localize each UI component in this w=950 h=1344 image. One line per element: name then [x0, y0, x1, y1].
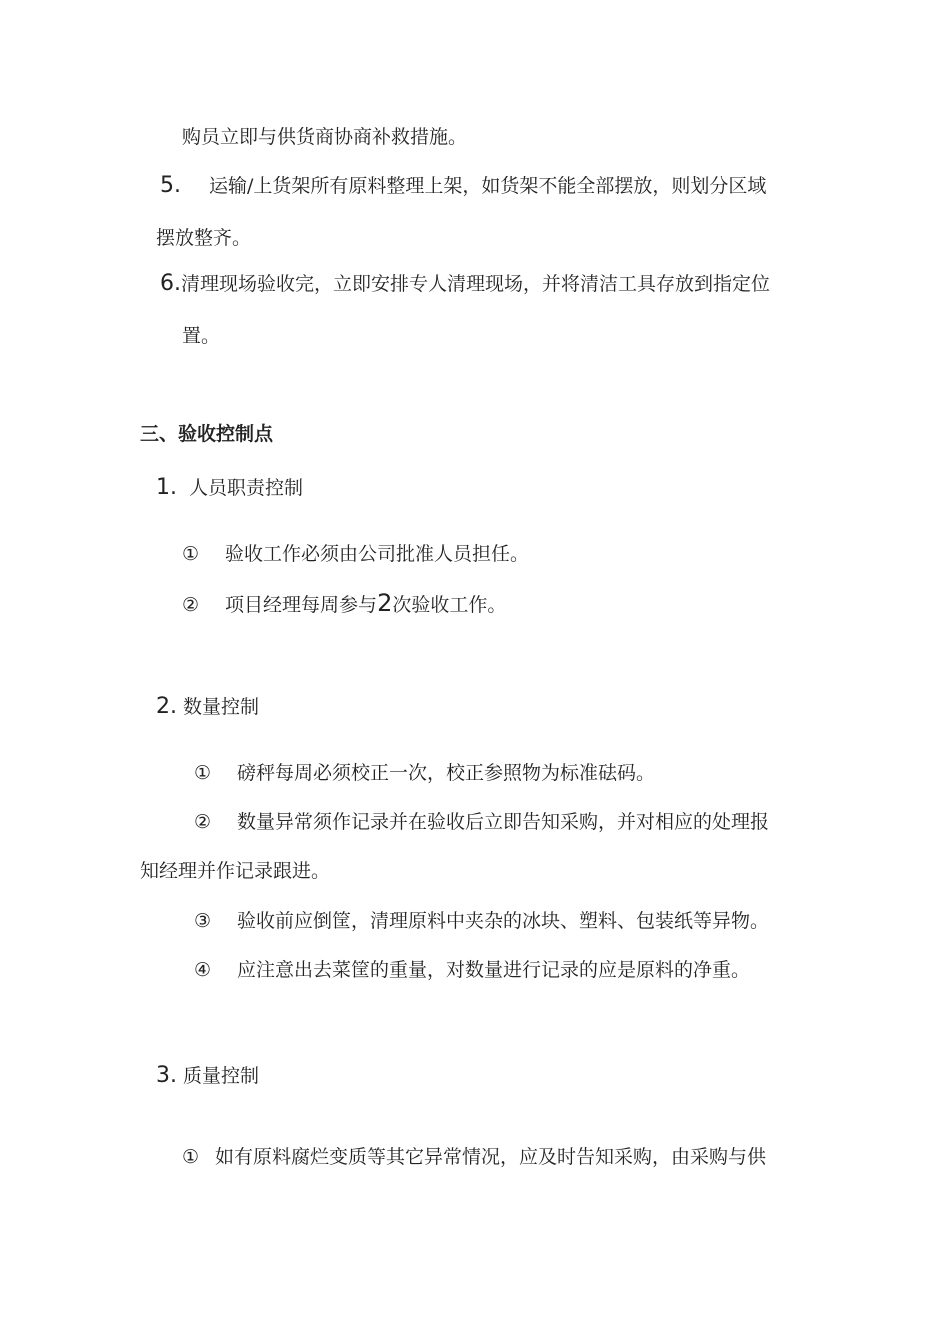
list-item	[182, 1145, 766, 1169]
subsection-heading-3	[156, 1064, 259, 1088]
circled-number: ③	[194, 910, 212, 932]
circled-number: ①	[182, 543, 200, 565]
circled-number: ①	[182, 1146, 200, 1168]
circled-number: ②	[194, 811, 212, 833]
circled-number: ②	[182, 594, 200, 616]
list-text: 次验收工作。	[392, 594, 507, 616]
list-text: 运输/上货架所有原料整理上架，如货架不能全部摆放，则划分区域	[209, 175, 767, 197]
circled-number: ④	[194, 959, 212, 981]
list-item	[182, 542, 529, 566]
subsection-number: 1.	[156, 475, 177, 500]
list-number: 5.	[160, 173, 181, 198]
paragraph-line: 摆放整齐。	[156, 227, 252, 249]
list-item-6	[160, 272, 770, 296]
list-text: 验收前应倒筐，清理原料中夹杂的冰块、塑料、包装纸等异物。	[237, 910, 770, 932]
subsection-title: 数量控制	[183, 696, 260, 718]
paragraph-line: 购员立即与供货商协商补救措施。	[182, 126, 468, 148]
list-text: 清理现场验收完，立即安排专人清理现场，并将清洁工具存放到指定位	[181, 273, 771, 295]
subsection-number: 2.	[156, 694, 177, 719]
emphasized-number: 2	[377, 589, 393, 617]
list-text: 数量异常须作记录并在验收后立即告知采购，并对相应的处理报	[237, 811, 770, 833]
subsection-title: 人员职责控制	[189, 477, 304, 499]
list-item	[194, 909, 769, 933]
list-number: 6.	[160, 271, 181, 296]
subsection-number: 3.	[156, 1063, 177, 1088]
paragraph-line: 置。	[182, 325, 221, 347]
circled-number: ①	[194, 762, 212, 784]
section-heading: 三、验收控制点	[140, 423, 274, 445]
list-text: 磅秤每周必须校正一次，校正参照物为标准砝码。	[237, 762, 656, 784]
list-text: 验收工作必须由公司批准人员担任。	[225, 543, 530, 565]
subsection-heading-2	[156, 695, 259, 719]
list-text: 应注意出去菜筐的重量，对数量进行记录的应是原料的净重。	[237, 959, 751, 981]
list-item	[194, 810, 769, 834]
list-item	[194, 761, 655, 785]
paragraph-line: 知经理并作记录跟进。	[140, 860, 331, 882]
list-item-5	[160, 174, 766, 198]
list-text: 如有原料腐烂变质等其它异常情况，应及时告知采购，由采购与供	[215, 1146, 767, 1168]
list-item	[194, 958, 750, 982]
list-item	[182, 591, 506, 617]
subsection-title: 质量控制	[183, 1065, 260, 1087]
list-text: 项目经理每周参与	[225, 594, 378, 616]
subsection-heading-1	[156, 476, 303, 500]
